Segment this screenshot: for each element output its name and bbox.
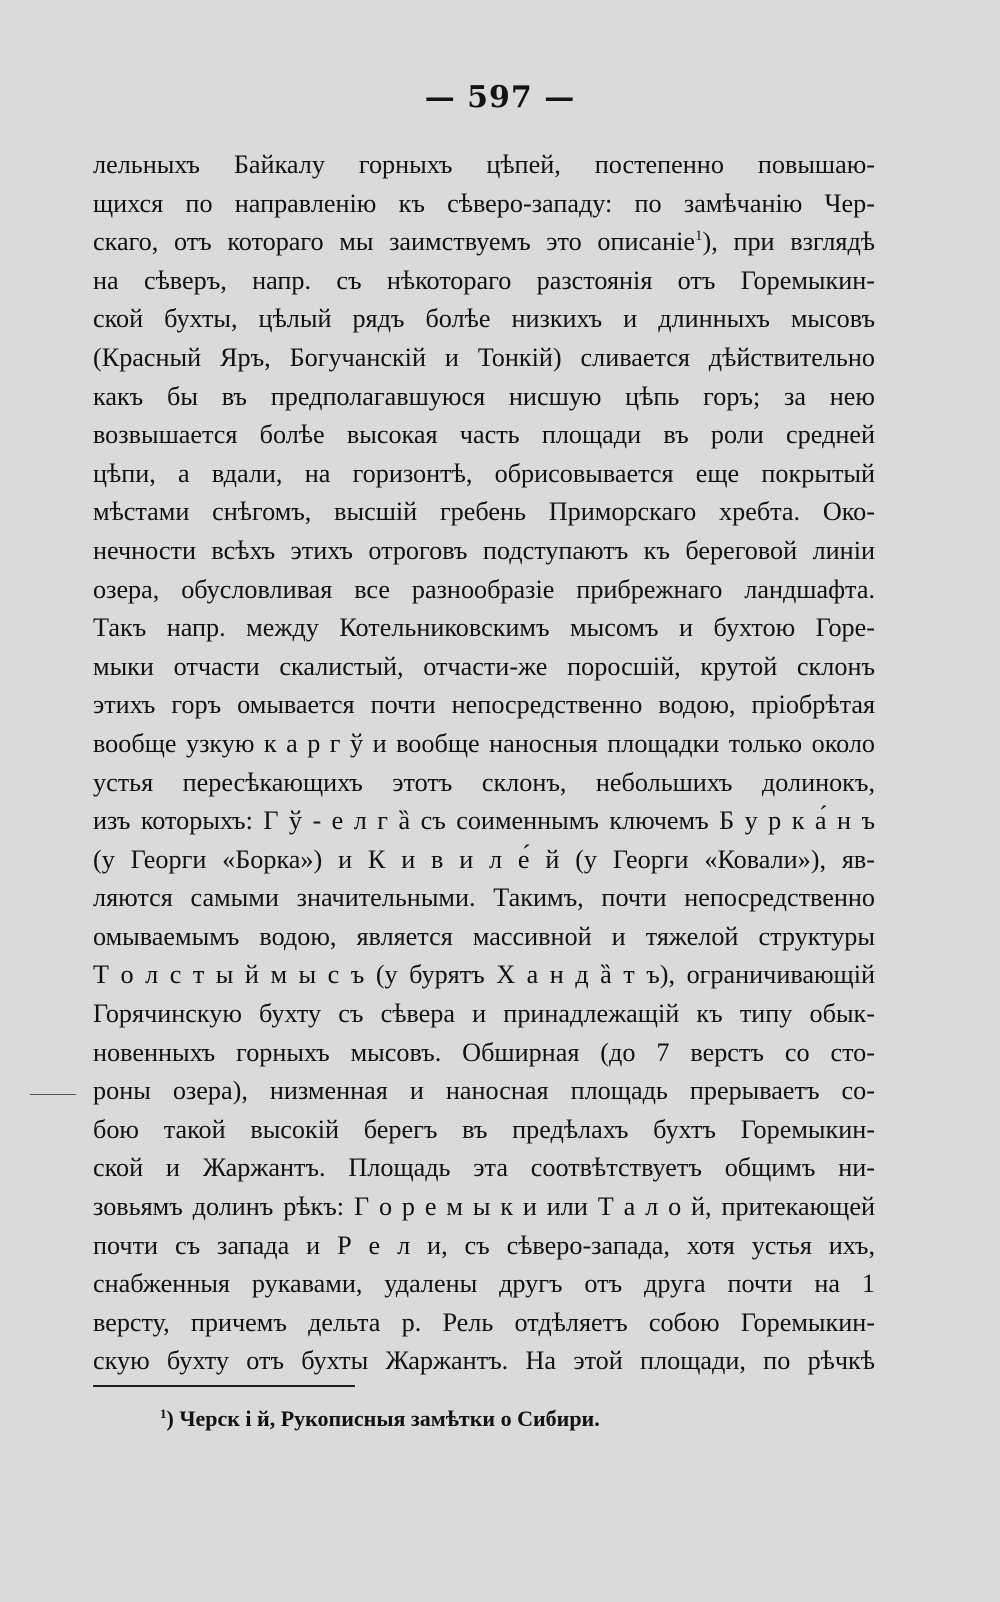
text-line-tail: ), при взглядѣ <box>702 227 876 257</box>
text-line: устья пересѣкающихъ этотъ склонъ, небольшихъ долинокъ, <box>93 767 875 797</box>
text-line: роны озера), низменная и наносная площадь прерываетъ со- <box>93 1076 875 1106</box>
text-line: снабженныя рукавами, удалены другъ отъ друга почти на 1 <box>93 1269 875 1299</box>
text-line: бою такой высокій берегъ въ предѣлахъ бухтъ Горемыкин- <box>93 1114 875 1144</box>
footnote-reference[interactable]: 1 <box>695 228 703 245</box>
text-line: Горячинскую бухту съ сѣвера и принадлежащій къ типу обык- <box>93 999 875 1029</box>
text-line: нечности всѣхъ этихъ отроговъ подступаютъ къ береговой линіи <box>93 535 875 565</box>
text-line: ской бухты, цѣлый рядъ болѣе низкихъ и длинныхъ мысовъ <box>93 304 875 334</box>
text-line: этихъ горъ омывается почти непосредственно водою, пріобрѣтая <box>93 690 875 720</box>
text-line: (Красный Яръ, Богучанскій и Тонкій) сливается дѣйствительно <box>93 342 875 372</box>
text-line: ской и Жаржантъ. Площадь эта соотвѣтствуетъ общимъ ни- <box>93 1153 875 1183</box>
text-line: на сѣверъ, напр. съ нѣкотораго разстоянія отъ Горемыкин- <box>93 265 875 295</box>
text-line: вообще узкую к а р г ў и вообще наносныя площадки только около <box>93 728 875 758</box>
body-text <box>93 146 875 1381</box>
footnote <box>160 1406 600 1432</box>
footnote-text: ) Черск і й, Рукописныя замѣтки о Сибири. <box>166 1406 600 1431</box>
text-line: мыки отчасти скалистый, отчасти-же поросшій, крутой склонъ <box>93 651 875 681</box>
text-line: почти съ запада и Р е л и, съ сѣверо-запада, хотя устья ихъ, <box>93 1230 875 1260</box>
text-line: (у Георги «Борка») и К и в и л е́ й (у Георги «Ковали»), яв- <box>93 844 875 874</box>
footnote-divider <box>93 1385 355 1387</box>
text-line: щихся по направленію къ сѣверо-западу: по замѣчанію Чер- <box>93 188 875 218</box>
text-line: озера, обусловливая все разнообразіе прибрежнаго ландшафта. <box>93 574 875 604</box>
text-line-head: скаго, отъ котораго мы заимствуемъ это описаніе <box>93 227 696 257</box>
text-line-with-footnote-ref <box>93 223 875 262</box>
text-line: цѣпи, а вдали, на горизонтѣ, обрисовывается еще покрытый <box>93 458 875 488</box>
text-line: лельныхъ Байкалу горныхъ цѣпей, постепенно повышаю- <box>93 150 875 179</box>
margin-mark <box>30 1094 76 1095</box>
text-line: мѣстами снѣгомъ, высшій гребень Приморскаго хребта. Око- <box>93 497 875 527</box>
text-line: омываемымъ водою, является массивной и тяжелой структуры <box>93 921 875 951</box>
footnote-marker: 1 <box>160 1406 167 1421</box>
text-line: Такъ напр. между Котельниковскимъ мысомъ и бухтою Горе- <box>93 613 875 643</box>
text-line: возвышается болѣе высокая часть площади въ роли средней <box>93 420 875 450</box>
text-line: изъ которыхъ: Г ў - е л г ȁ съ соименнымъ ключемъ Б у р к а́ н ъ <box>93 806 875 836</box>
text-line: новенныхъ горныхъ мысовъ. Обширная (до 7 верстъ со сто- <box>93 1037 875 1067</box>
text-line: зовьямъ долинъ рѣкъ: Г о р е м ы к и или Т а л о й, притекающей <box>93 1192 875 1222</box>
page-number: — 597 — <box>424 80 576 115</box>
text-line: какъ бы въ предполагавшуюся нисшую цѣпь горъ; за нею <box>93 381 875 411</box>
text-line: версту, причемъ дельта р. Рель отдѣляетъ собою Горемыкин- <box>93 1307 875 1337</box>
text-line: Т о л с т ы й м ы с ъ (у бурятъ Х а н д ȁ т ъ), ограничивающій <box>93 960 875 990</box>
text-line: скую бухту отъ бухты Жаржантъ. На этой площади, по рѣчкѣ <box>93 1346 875 1376</box>
text-line: ляются самыми значительными. Такимъ, почти непосредственно <box>93 883 875 913</box>
